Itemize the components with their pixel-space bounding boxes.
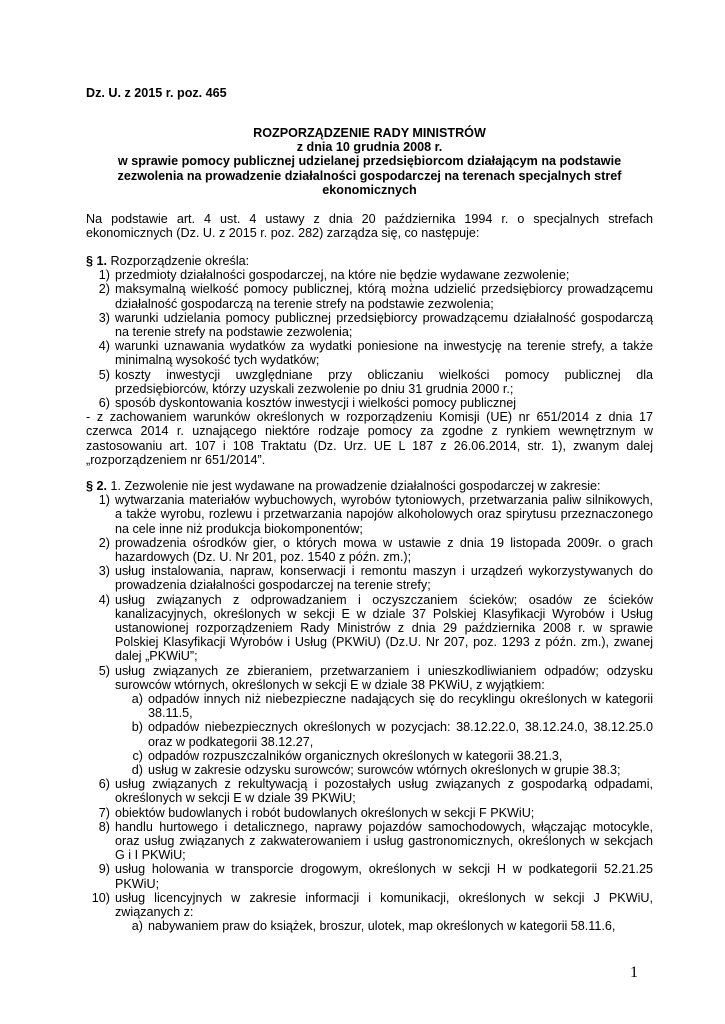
sub-list-item [86, 763, 653, 777]
section-1-closing: - z zachowaniem warunków określonych w rozporządzeniu Komisji (UE) nr 651/2014 z dnia 17 czerwca 2014 r. uznającego niektóre rodzaje pomocy za zgodne z rynkiem wewnętrznym w zastosowaniu art. 107 i 108 Traktatu (Dz. Urz. UE L 187 z 26.06.2014, str. 1), zwanym dalej „rozporządzeniem nr 651/2014”. [86, 410, 653, 467]
sub-item-letter: a) [131, 919, 143, 934]
list-item [86, 339, 653, 367]
sub-list-item [86, 749, 653, 763]
journal-reference: Dz. U. z 2015 r. poz. 465 [86, 86, 227, 100]
item-number: 2) [98, 535, 110, 550]
item-text: prowadzenia ośrodków gier, o których mowa w ustawie z dnia 19 listopada 2009r. o grach hazardowych (Dz. U. Nr 201, poz. 1540 z późn. zm.); [115, 535, 653, 565]
list-item [86, 311, 653, 339]
list-item [86, 396, 653, 410]
sub-item-letter: a) [131, 692, 143, 707]
section-1-lead-text: Rozporządzenie określa: [107, 254, 250, 268]
legal-basis-paragraph: Na podstawie art. 4 ust. 4 ustawy z dnia 20 października 1994 r. o specjalnych strefach ekonomicznych (Dz. U. z 2015 r. poz. 282) zarządza się, co następuje: [86, 212, 653, 241]
item-text: przedmioty działalności gospodarczej, na które nie będzie wydawane zezwolenie; [115, 268, 570, 283]
sub-item-text: odpadów niebezpiecznych określonych w pozycjach: 38.12.22.0, 38.12.24.0, 38.12.25.0 oraz w podkategorii 38.12.27, [148, 720, 653, 749]
item-text: usług związanych z odprowadzaniem i oczyszczaniem ścieków; osadów ze ścieków kanalizacyjnych, określonych w sekcji E w dziale 37 Polskiej Klasyfikacji Wyrobów i Usług ustanowionej rozporządzeniem Rady Ministrów z dnia 29 października 2008 r. w sprawie Polskiej Klasyfikacji Wyrobów i Usług (PKWiU) (Dz.U. Nr 207, poz. 1293 z późn. zm.), zwanej dalej „PKWiU”; [115, 592, 653, 664]
title-line-2: z dnia 10 grudnia 2008 r. [296, 140, 443, 155]
section-1 [86, 254, 653, 467]
item-number: 8) [98, 819, 110, 834]
sub-item-text: usług w zakresie odzysku surowców; surowców wtórnych określonych w grupie 38.3; [148, 763, 621, 778]
item-number: 6) [98, 777, 110, 792]
sub-item-text: nabywaniem praw do książek, broszur, ulotek, map określonych w kategorii 58.11.6, [148, 919, 616, 934]
item-text: usług związanych z rekultywacją i pozostałych usług związanych z gospodarką odpadami, określonych w sekcji E w dziale 39 PKWiU; [115, 777, 653, 806]
item-number: 9) [98, 862, 110, 877]
item-text: warunki udzielania pomocy publicznej przedsiębiorcy prowadzącemu działalność gospodarczą na terenie strefy na podstawie zezwolenia; [115, 310, 653, 340]
item-number: 4) [98, 339, 110, 354]
list-item [86, 493, 653, 536]
item-number: 1) [98, 268, 110, 283]
list-item [86, 282, 653, 310]
item-text: usług związanych ze zbieraniem, przetwarzaniem i unieszkodliwianiem odpadów; odzysku surowców wtórnych, określonych w sekcji E w dziale 38 PKWiU, z wyjątkiem: [115, 663, 653, 692]
list-item [86, 593, 653, 664]
sub-list-item [86, 720, 653, 748]
list-item [86, 268, 653, 282]
sub-item-text: odpadów rozpuszczalników organicznych określonych w kategorii 38.21.3, [148, 748, 563, 763]
item-text: sposób dyskontowania kosztów inwestycji i wielkości pomocy publicznej [115, 396, 517, 411]
sub-list-item [86, 692, 653, 720]
sub-list-item [86, 919, 653, 933]
sub-item-text: odpadów innych niż niebezpieczne nadających się do recyklingu określonych w kategorii 38.11.5, [148, 692, 653, 721]
item-number: 4) [98, 592, 110, 607]
item-number: 5) [98, 367, 110, 382]
list-item [86, 564, 653, 592]
item-number: 3) [98, 564, 110, 579]
item-text: usług holowania w transporcie drogowym, określonych w sekcji H w podkategorii 52.21.25 PKWiU; [115, 862, 653, 891]
item-number: 10) [91, 890, 110, 905]
item-text: wytwarzania materiałów wybuchowych, wyrobów tytoniowych, przetwarzania paliw silnikowych, a także wyrobu, rozlewu i przetwarzania napojów alkoholowych oraz spirytusu przeznaczonego na cele inne niż produkcja biokomponentów; [115, 493, 653, 536]
item-text: warunki uznawania wydatków za wydatki poniesione na inwestycję na terenie strefy, a także minimalną wysokość tych wydatków; [115, 339, 653, 368]
item-text: handlu hurtowego i detalicznego, naprawy pojazdów samochodowych, włączając motocykle, oraz usług związanych z zakwaterowaniem i usług gastronomicznych, określonych w sekcjach G i I PKWiU; [115, 819, 653, 863]
list-item [86, 664, 653, 692]
regulation-title [86, 126, 653, 197]
section-2-marker: § 2. [86, 479, 108, 493]
page-number: 1 [630, 964, 638, 981]
section-1-lead [86, 254, 653, 268]
item-text: maksymalną wielkość pomocy publicznej, którą można udzielić przedsiębiorcy prowadzącemu działalność gospodarczą na terenie strefy na podstawie zezwolenia; [115, 282, 653, 311]
sub-item-letter: b) [131, 720, 143, 735]
item-number: 3) [98, 310, 110, 325]
section-1-marker: § 1. [86, 254, 108, 268]
item-number: 2) [98, 282, 110, 297]
item-number: 7) [98, 805, 110, 820]
item-number: 1) [98, 493, 110, 508]
list-item [86, 777, 653, 805]
sub-item-letter: c) [132, 748, 143, 763]
list-item [86, 806, 653, 820]
section-2-lead-text: 1. Zezwolenie nie jest wydawane na prowadzenie działalności gospodarczej w zakresie: [107, 479, 601, 493]
list-item [86, 368, 653, 396]
section-2 [86, 479, 653, 934]
item-number: 5) [98, 663, 110, 678]
list-item [86, 862, 653, 890]
item-text: usług instalowania, napraw, konserwacji i remontu maszyn i urządzeń wykorzystywanych do prowadzenia działalności gospodarczej na terenie strefy; [115, 564, 653, 593]
title-line-1: ROZPORZĄDZENIE RADY MINISTRÓW [253, 126, 486, 140]
item-text: obiektów budowlanych i robót budowlanych określonych w sekcji F PKWiU; [115, 805, 535, 820]
list-item [86, 891, 653, 919]
item-number: 6) [98, 396, 110, 411]
sub-item-letter: d) [131, 763, 143, 778]
item-text: koszty inwestycji uwzględniane przy obliczaniu wielkości pomocy publicznej dla przedsiębiorców, którzy uzyskali zezwolenie po dniu 31 grudnia 2000 r.; [115, 367, 653, 396]
item-text: usług licencyjnych w zakresie informacji i komunikacji, określonych w sekcji J PKWiU, związanych z: [115, 890, 653, 920]
list-item [86, 536, 653, 564]
title-line-3: w sprawie pomocy publicznej udzielanej przedsiębiorcom działającym na podstawie zezwolenia na prowadzenie działalności gospodarczej na terenach specjalnych stref ekonomicznych [117, 154, 622, 197]
list-item [86, 820, 653, 863]
section-2-lead [86, 479, 653, 493]
